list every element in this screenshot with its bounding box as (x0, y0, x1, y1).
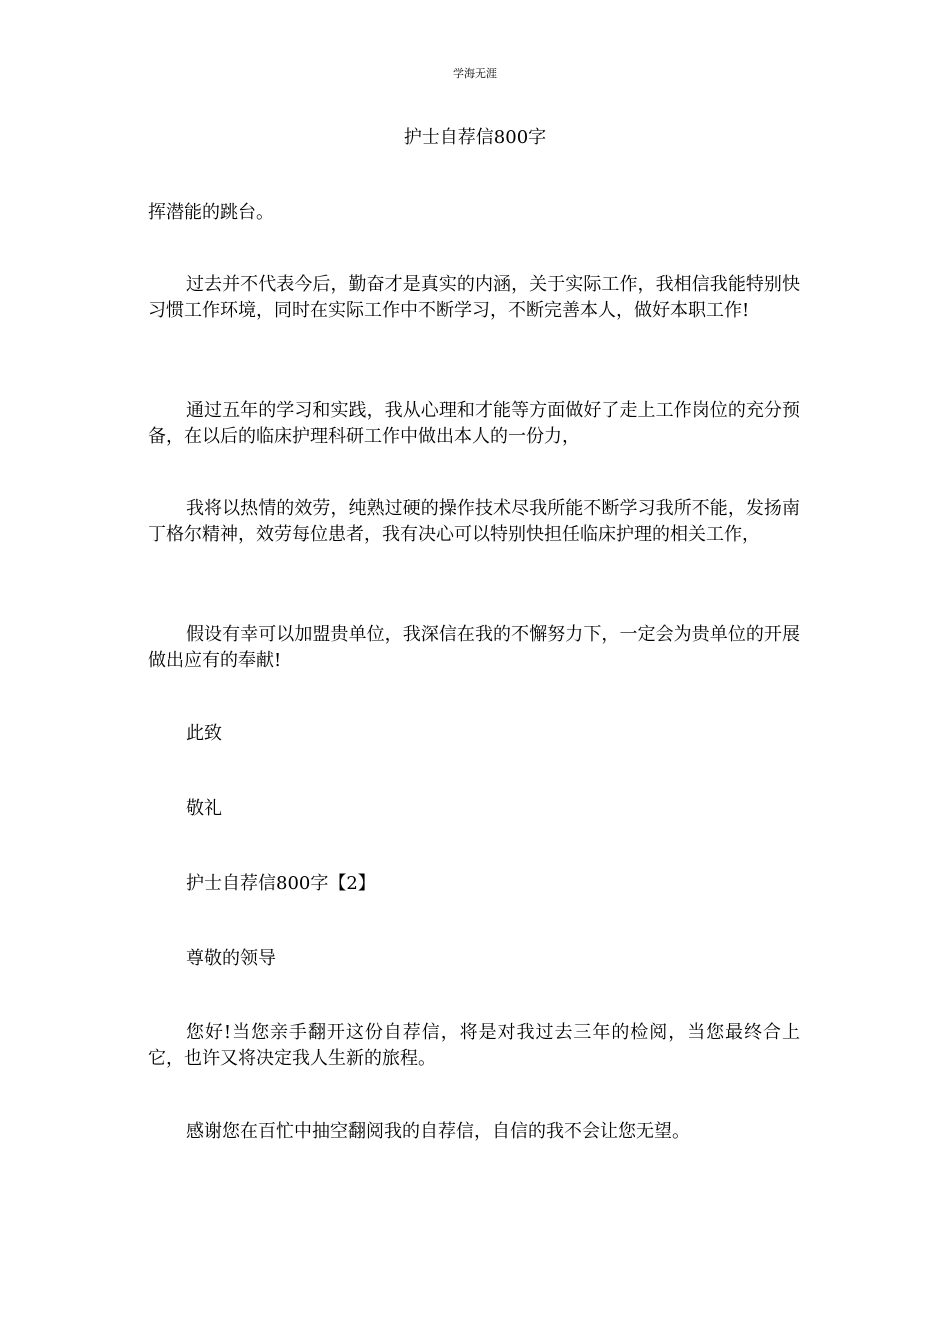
closing-regards: 敬礼 (186, 798, 222, 819)
section-heading: 护士自荐信800字【2】 (186, 873, 376, 894)
paragraph-4: 我将以热情的效劳，纯熟过硬的操作技术尽我所能不断学习我所不能，发扬南丁格尔精神，效劳每位患者，我有决心可以特别快担任临床护理的相关工作， (148, 498, 800, 545)
greeting: 尊敬的领导 (186, 948, 276, 969)
paragraph-2: 过去并不代表今后，勤奋才是真实的内涵，关于实际工作，我相信我能特别快习惯工作环境，同时在实际工作中不断学习，不断完善本人，做好本职工作! (148, 274, 800, 321)
paragraph-5: 假设有幸可以加盟贵单位，我深信在我的不懈努力下，一定会为贵单位的开展做出应有的奉献! (148, 624, 800, 671)
page-header: 学海无涯 (453, 67, 497, 80)
paragraph-1: 挥潜能的跳台。 (148, 202, 274, 223)
paragraph-7: 感谢您在百忙中抽空翻阅我的自荐信，自信的我不会让您无望。 (186, 1121, 690, 1142)
paragraph-6: 您好!当您亲手翻开这份自荐信，将是对我过去三年的检阅，当您最终合上它，也许又将决定我人生新的旅程。 (148, 1022, 800, 1069)
document-title: 护士自荐信800字 (403, 127, 547, 148)
closing-salutation: 此致 (186, 723, 222, 744)
paragraph-3: 通过五年的学习和实践，我从心理和才能等方面做好了走上工作岗位的充分预备，在以后的临床护理科研工作中做出本人的一份力， (148, 400, 800, 447)
